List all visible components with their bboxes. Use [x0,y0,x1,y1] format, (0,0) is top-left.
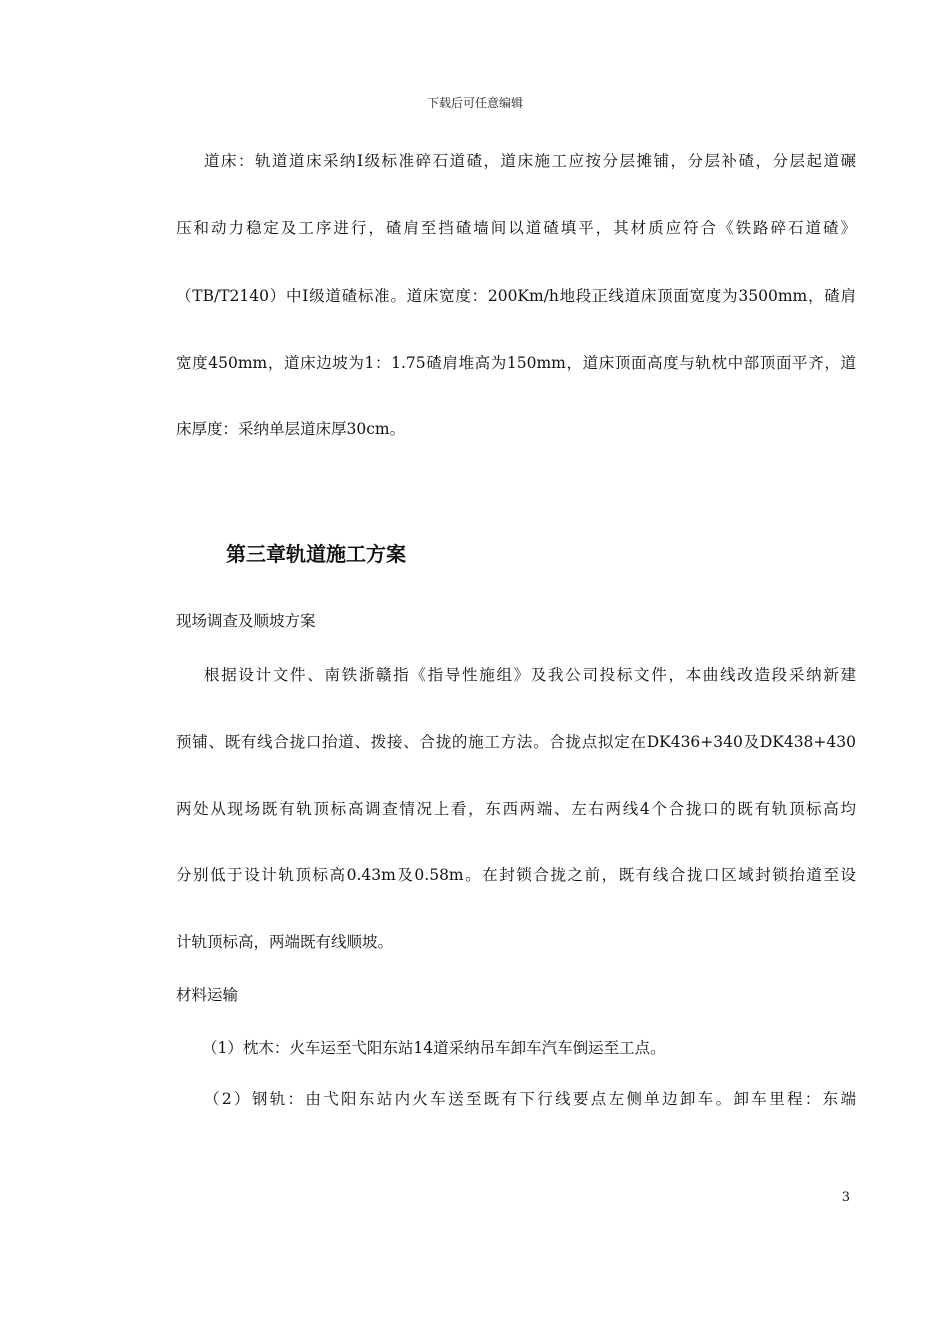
paragraph-line: 分别低于设计轨顶标高0.43m及0.58m。在封锁合拢之前，既有线合拢口区域封锁抬道至设 [176,866,856,884]
list-item: （2）钢轨：由弋阳东站内火车送至既有下行线要点左侧单边卸车。卸车里程：东端 [204,1090,856,1108]
paragraph-line: （TB/T2140）中Ⅰ级道碴标准。道床宽度：200Km/h地段正线道床顶面宽度为3500mm，碴肩 [176,287,856,305]
paragraph-line: 根据设计文件、南铁浙赣指《指导性施组》及我公司投标文件，本曲线改造段采纳新建 [204,666,856,684]
paragraph-line: 两处从现场既有轨顶标高调查情况上看，东西两端、左右两线4个合拢口的既有轨顶标高均 [176,800,856,818]
paragraph-line: 宽度450mm，道床边坡为1：1.75碴肩堆高为150mm，道床顶面高度与轨枕中部顶面平齐，道 [176,354,856,372]
chapter-title: 第三章轨道施工方案 [226,542,406,566]
paragraph-line: 压和动力稳定及工序进行，碴肩至挡碴墙间以道碴填平，其材质应符合《铁路碎石道碴》 [176,219,856,237]
paragraph-line: 预铺、既有线合拢口抬道、拨接、合拢的施工方法。合拢点拟定在DK436+340及DK438+430 [176,733,856,751]
section-subtitle: 现场调查及顺坡方案 [176,612,316,630]
paragraph-line: 床厚度：采纳单层道床厚30cm。 [176,420,406,438]
page-header: 下载后可任意编辑 [426,96,523,110]
page-number: 3 [841,1190,850,1205]
section-subtitle: 材料运输 [176,986,239,1004]
list-item: （1）枕木：火车运至弋阳东站14道采纳吊车卸车汽车倒运至工点。 [202,1039,666,1057]
paragraph-line: 计轨顶标高，两端既有线顺坡。 [176,933,394,951]
paragraph-line: 道床：轨道道床采纳Ⅰ级标准碎石道碴，道床施工应按分层摊铺，分层补碴，分层起道碾 [204,152,856,170]
